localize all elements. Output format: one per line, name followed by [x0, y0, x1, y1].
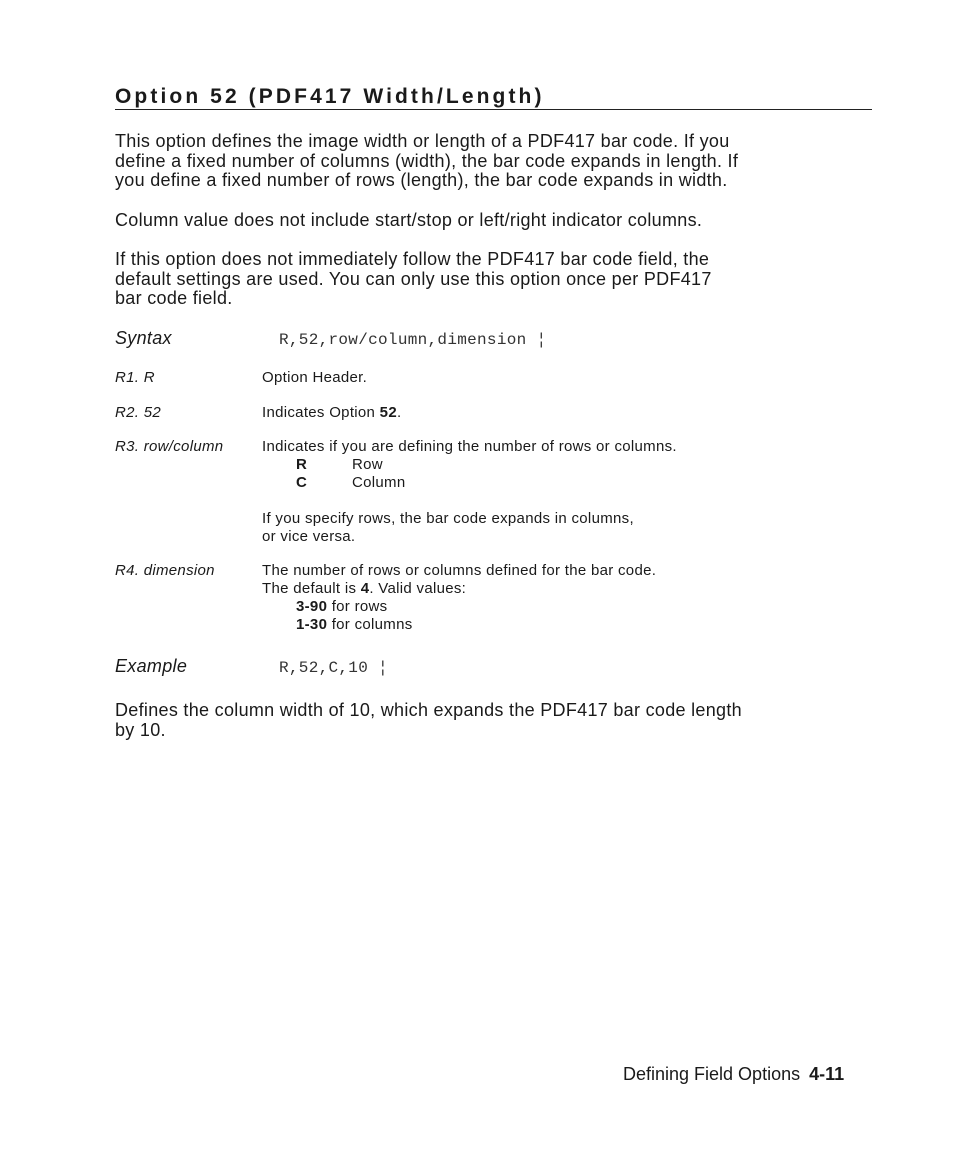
default-tail: . Valid values:: [369, 580, 467, 597]
title-underline: [115, 109, 872, 110]
param-r2-line: [262, 404, 862, 422]
param-r4-label: R4. dimension: [115, 562, 215, 579]
option-key: C: [296, 474, 308, 491]
example-description-line: by 10.: [115, 719, 166, 740]
page-title: Option 52 (PDF417 Width/Length): [115, 85, 545, 108]
param-r1-text: Option Header.: [262, 369, 368, 386]
intro-line: This option defines the image width or length of a PDF417 bar code. If you: [115, 131, 730, 151]
page-footer: [623, 1063, 844, 1085]
param-r4-description: [262, 562, 862, 634]
param-r4-default: [262, 580, 862, 598]
param-r2-label: R2. 52: [115, 404, 161, 421]
param-r2-value: 52: [379, 404, 397, 421]
footer-section: Defining Field Options: [623, 1064, 801, 1084]
follow-line: If this option does not immediately follow the PDF417 bar code field, the: [115, 249, 710, 269]
param-r3-text: Indicates if you are defining the number of rows or columns.: [262, 438, 677, 455]
param-r2-text: Indicates Option: [262, 404, 380, 421]
example-description: [115, 701, 867, 740]
example-label: Example: [115, 656, 188, 676]
default-text: The default is: [262, 580, 361, 597]
page-number: 4-11: [809, 1064, 845, 1084]
value-text: for rows: [327, 598, 388, 615]
param-r3-description: [262, 438, 862, 492]
value-text: for columns: [327, 616, 413, 633]
param-r3-note-line: or vice versa.: [262, 528, 356, 545]
valid-value: [262, 616, 862, 634]
param-r2-end: .: [396, 404, 402, 421]
value-range: 3-90: [296, 598, 328, 615]
follow-line: bar code field.: [115, 288, 233, 309]
param-r3-option: [262, 456, 862, 474]
follow-paragraph: [115, 250, 867, 309]
intro-paragraph: [115, 132, 867, 191]
syntax-label: Syntax: [115, 328, 172, 348]
column-note-line: Column value does not include start/stop or left/right indicator columns.: [115, 210, 703, 230]
param-r4-text: The number of rows or columns defined for the bar code.: [262, 562, 657, 579]
default-value: 4: [360, 580, 370, 597]
param-r2-description: [262, 404, 862, 422]
param-r1-label: R1. R: [115, 369, 155, 386]
intro-line: you define a fixed number of rows (length), the bar code expands in width.: [115, 170, 728, 191]
param-r3-option: [262, 474, 862, 492]
option-value: Column: [352, 474, 406, 491]
follow-line: default settings are used. You can only use this option once per PDF417: [115, 268, 712, 289]
value-range: 1-30: [296, 616, 328, 633]
example-code: R,52,C,10 ¦: [279, 659, 388, 677]
option-value: Row: [352, 456, 383, 473]
param-r1-description: [262, 369, 862, 387]
column-note-paragraph: [115, 211, 867, 231]
param-r3-note-line: If you specify rows, the bar code expands in columns,: [262, 510, 634, 527]
example-description-line: Defines the column width of 10, which expands the PDF417 bar code length: [115, 700, 742, 720]
intro-line: define a fixed number of columns (width), the bar code expands in length. If: [115, 150, 739, 171]
syntax-code: R,52,row/column,dimension ¦: [279, 331, 547, 349]
param-r3-label: R3. row/column: [115, 438, 224, 455]
option-key: R: [296, 456, 308, 473]
valid-value: [262, 598, 862, 616]
param-r3-note: [262, 510, 862, 546]
